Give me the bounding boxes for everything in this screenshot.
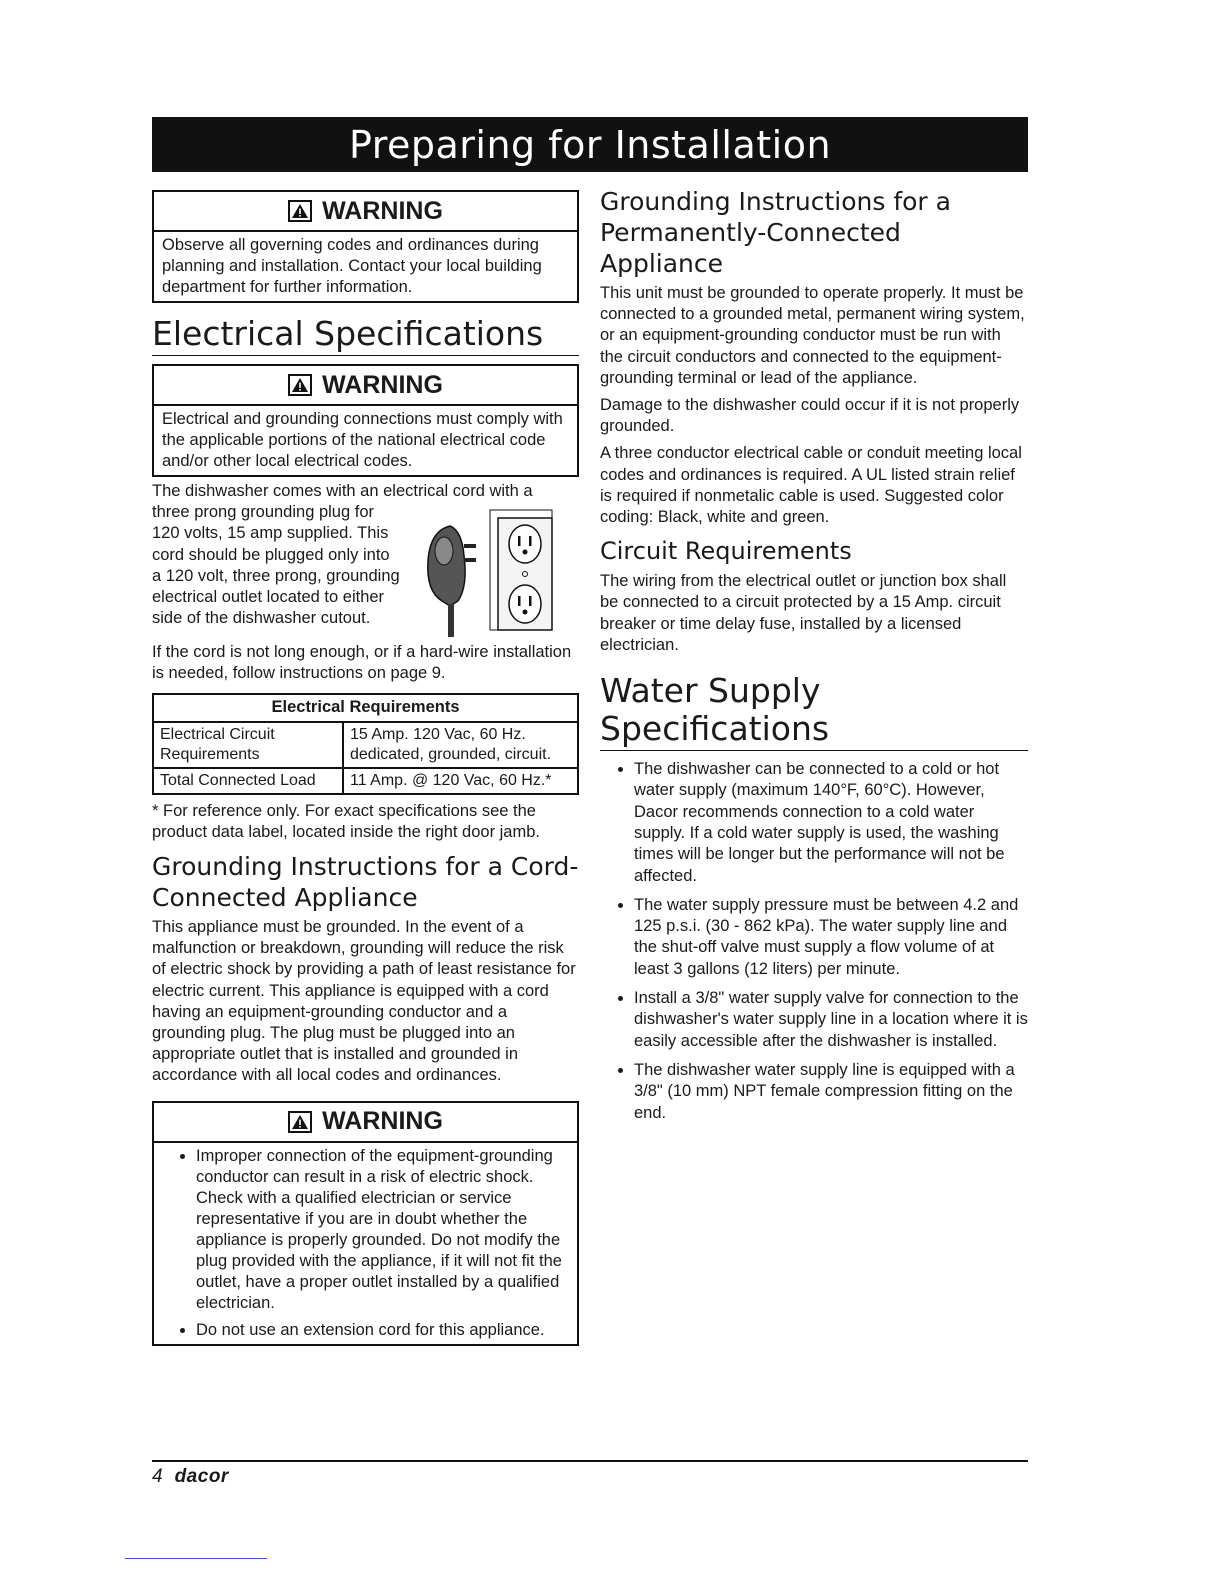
list-item: • The dishwasher water supply line is equipped with a 3/8" (10 mm) NPT female compression fitting on the end. [634,1060,1028,1124]
warning-label: WARNING [322,1107,443,1136]
warning-box-electrical [152,364,579,477]
warning-triangle-icon [288,1111,312,1133]
warning-header [154,1103,577,1143]
table-row [153,768,578,794]
cord-section [152,502,579,642]
grounding-cord-text: This appliance must be grounded. In the event of a malfunction or breakdown, grounding will reduce the risk of electric shock by providing a path of least resistance for electric current. This appliance is equipped with a cord having an equipment-grounding conductor and a grounding plug. The plug must be plugged into an appropriate outlet that is installed and grounded in accordance with all local codes and ordinances. [152,918,576,1085]
cord-description: three prong grounding plug for 120 volts, 15 amp supplied. This cord should be plugged only into a 120 volt, three prong, grounding electrical outlet located to either side of the dishwasher cutout. [152,503,400,628]
plug-and-outlet-illustration [410,506,560,641]
list-item: • The dishwasher can be connected to a cold or hot water supply (maximum 140°F, 60°C). However, Dacor recommends connection to a cold water supply. If a cold water supply is used, the washing times will be longer but the performance will not be affected. [634,759,1028,887]
cord-intro-text: The dishwasher comes with an electrical cord with a [152,482,533,500]
electrical-requirements-table [152,693,579,795]
page-number: 4 [152,1466,163,1487]
warning-triangle-icon [288,200,312,222]
warning-label: WARNING [322,196,443,225]
table-footnote: * For reference only. For exact specifications see the product data label, located inside the right door jamb. [152,801,540,841]
cord-length-text: If the cord is not long enough, or if a hard-wire installation is needed, follow instructions on page 9. [152,643,572,683]
grounding-permanent-p2: Damage to the dishwasher could occur if it is not properly grounded. [600,396,1020,436]
table-cell-label: Electrical Circuit Requirements [153,722,343,768]
brand-logo: dacor [174,1466,229,1487]
circuit-requirements-heading: Circuit Requirements [600,537,852,566]
table-cell-value: 11 Amp. @ 120 Vac, 60 Hz.* [343,768,578,794]
table-row [153,722,578,768]
divider [125,1558,267,1559]
page-title: Preparing for Installation [348,122,832,167]
warning-item: • Improper connection of the equipment-grounding conductor can result in a risk of electric shock. Check with a qualified electrician or service representative if you are in doubt whether the appliance is properly grounded. Do not modify the plug provided with the appliance, if it will not fit the outlet, have a proper outlet installed by a qualified electrician. [196,1146,569,1314]
water-supply-heading: Water Supply Specifications [600,672,1028,751]
footer-divider [152,1460,1028,1462]
warning-item: • Do not use an extension cord for this appliance. [196,1320,569,1341]
warning-triangle-icon [288,374,312,396]
grounding-permanent-p3: A three conductor electrical cable or conduit meeting local codes and ordinances is required. A UL listed strain relief is required if nonmetalic cable is used. Suggested color coding: Black, white and green. [600,444,1022,527]
table-cell-label: Total Connected Load [153,768,343,794]
warning-text: Observe all governing codes and ordinances during planning and installation. Contact your local building department for further information. [162,236,542,296]
water-supply-list [600,759,1028,1124]
warning-header [154,192,577,232]
warning-box-codes [152,190,579,303]
warning-text: Electrical and grounding connections must comply with the applicable portions of the national electrical code and/or other local electrical codes. [162,410,563,470]
list-item: • The water supply pressure must be between 4.2 and 125 p.s.i. (30 - 862 kPa). The water supply line and the shut-off valve must supply a flow volume of at least 3 gallons (12 liters) per minute. [634,895,1028,980]
warning-box-grounding [152,1101,579,1346]
list-item: • Install a 3/8" water supply valve for connection to the dishwasher's water supply line in a location where it is easily accessible after the dishwasher is installed. [634,988,1028,1052]
grounding-permanent-heading: Grounding Instructions for a Permanently-Connected Appliance [600,187,951,278]
table-header: Electrical Requirements [153,694,578,722]
electrical-specifications-heading: Electrical Specifications [152,315,579,356]
warning-list [154,1143,577,1344]
page-footer [152,1466,229,1488]
right-column [600,186,1028,1132]
grounding-cord-heading: Grounding Instructions for a Cord-Connected Appliance [152,852,579,913]
left-column [152,190,579,1346]
warning-header [154,366,577,406]
table-cell-value: 15 Amp. 120 Vac, 60 Hz. dedicated, grounded, circuit. [343,722,578,768]
page-header-banner [152,117,1028,172]
circuit-requirements-text: The wiring from the electrical outlet or junction box shall be connected to a circuit protected by a 15 Amp. circuit breaker or time delay fuse, installed by a licensed electrician. [600,572,1007,654]
warning-label: WARNING [322,370,443,399]
grounding-permanent-p1: This unit must be grounded to operate properly. It must be connected to a grounded metal, permanent wiring system, or an equipment-grounding conductor must be run with the circuit conductors and connected to the equipment-grounding terminal or lead of the appliance. [600,284,1025,387]
